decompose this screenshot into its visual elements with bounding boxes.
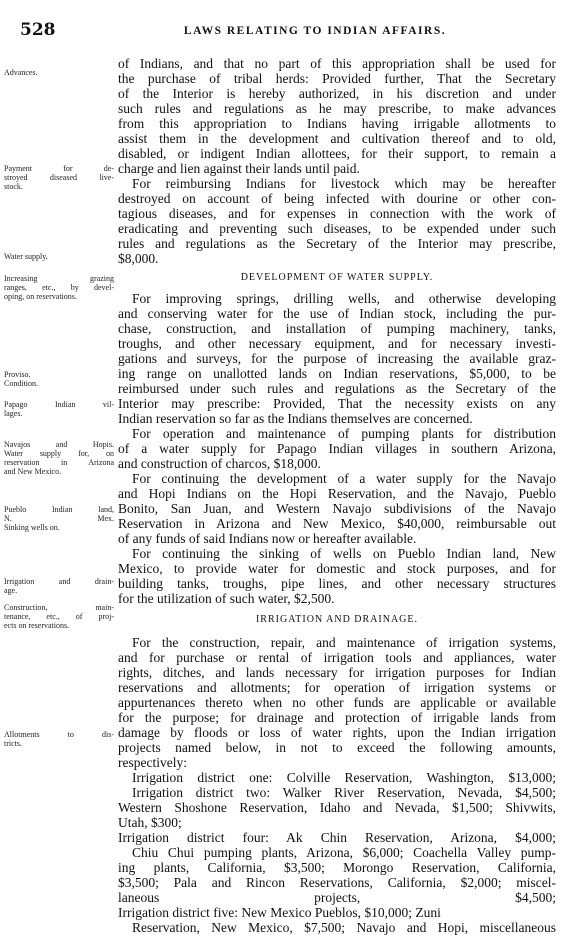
text-line: charge and lien against their lands until paid. — [118, 161, 360, 176]
text-line: $3,500; Pala and Rincon Reservations, California, $2,000; miscel- — [118, 875, 556, 890]
margin-note-line: Construction, main- — [4, 603, 114, 612]
text-line: For operation and maintenance of pumping plants for distribution — [132, 426, 556, 441]
running-title: LAWS RELATING TO INDIAN AFFAIRS. — [183, 25, 447, 37]
margin-note — [4, 68, 114, 77]
text-line: of a water supply for Papago Indian villages in southern Arizona, — [118, 441, 556, 456]
text-line: such rules and regulations as he may prescribe, to make advances — [118, 101, 556, 116]
text-line: Irrigation district two: Walker River Reservation, Nevada, $4,500; — [132, 785, 556, 800]
text-line: $8,000. — [118, 251, 159, 266]
text-line: ing plants, California, $3,500; Morongo Reservation, California, — [118, 860, 556, 875]
margin-note-line: Sinking wells on. — [4, 523, 60, 532]
text-line: of the Interior is hereby authorized, in his discretion and under — [118, 86, 556, 101]
margin-note-line: Condition. — [4, 379, 39, 388]
text-line: Reservation, New Mexico, $7,500; Navajo and Hopi, miscellaneous — [132, 920, 556, 935]
margin-note — [4, 252, 114, 261]
text-line: of any funds of said Indians now or hereafter available. — [118, 531, 417, 546]
margin-note-line: tricts. — [4, 739, 22, 748]
text-line: damage by floods or loss of water rights, upon the Indian irrigation — [118, 725, 556, 740]
margin-note-line: oping, on reservations. — [4, 292, 77, 301]
margin-note-line: Papago Indian vil- — [4, 400, 114, 409]
text-line: Bonito, San Juan, and Western Navajo subdivisions of the Navajo — [118, 501, 556, 516]
text-line: projects named below, in not to exceed the following amounts, — [118, 740, 556, 755]
text-line: Irrigation district one: Colville Reservation, Washington, $13,000; — [132, 770, 556, 785]
margin-note-line: Payment for de- — [4, 164, 114, 173]
text-line: Interior may prescribe: Provided, That the necessity exists on any — [118, 396, 556, 411]
text-line: For the construction, repair, and maintenance of irrigation systems, — [132, 635, 556, 650]
margin-note-line: Navajos and Hopis. — [4, 440, 114, 449]
margin-note-line: ects on reservations. — [4, 621, 70, 630]
margin-note-line: Irrigation and drain- — [4, 577, 114, 586]
margin-note — [4, 603, 114, 630]
text-line: For continuing the sinking of wells on Pueblo Indian land, New — [132, 546, 556, 561]
section-heading: IRRIGATION AND DRAINAGE. — [255, 614, 419, 625]
text-line: and conserving water for the use of Indian stock, including the pur- — [118, 306, 556, 321]
text-line: and for purchase or rental of irrigation tools and appliances, water — [118, 650, 556, 665]
text-line: disabled, or indigent Indian allottees, for their support, to remain a — [118, 146, 556, 161]
text-line: ing range on unallotted lands on Indian reservations, $5,000, to be — [118, 366, 556, 381]
text-line: for the utilization of such water, $2,500. — [118, 591, 335, 606]
margin-note — [4, 440, 114, 476]
margin-note — [4, 274, 114, 301]
text-line: Western Shoshone Reservation, Idaho and Nevada, $1,500; Shivwits, — [118, 800, 556, 815]
text-line: For continuing the development of a water supply for the Navajo — [132, 471, 556, 486]
margin-note-line: tenance, etc., of proj- — [4, 612, 114, 621]
margin-note — [4, 730, 114, 748]
text-line: Utah, $300; — [118, 815, 182, 830]
text-line: for the purpose; for drainage and protection of irrigable lands from — [118, 710, 556, 725]
text-line: appurtenances thereto when no other funds are applicable or available — [118, 695, 556, 710]
margin-note — [4, 577, 114, 595]
text-line: of Indians, and that no part of this appropriation shall be used for — [118, 56, 556, 71]
text-line: Irrigation district five: New Mexico Pueblos, $10,000; Zuni — [118, 905, 441, 920]
text-line: eradicating and preventing such diseases, to be expended under such — [118, 221, 556, 236]
text-line: For improving springs, drilling wells, and otherwise developing — [132, 291, 556, 306]
margin-note — [4, 400, 114, 418]
text-line: reservations and allotments; for operation of irrigation systems or — [118, 680, 556, 695]
margin-note-line: Allotments to dis- — [4, 730, 114, 739]
margin-note-line: Increasing grazing — [4, 274, 114, 283]
margin-note-line: Water supply. — [4, 252, 48, 261]
text-line: respectively: — [118, 755, 187, 770]
text-line: and Hopi Indians on the Hopi Reservation, and the Navajo, Pueblo — [118, 486, 556, 501]
margin-note-line: stroyed diseased live- — [4, 173, 114, 182]
margin-note-line: Pueblo Indian land, — [4, 505, 114, 514]
margin-note — [4, 370, 114, 388]
text-line: and construction of charcos, $18,000. — [118, 456, 321, 471]
margin-note-line: stock. — [4, 182, 23, 191]
text-line: building tanks, troughs, pipe lines, and other necessary structures — [118, 576, 556, 591]
margin-note-line: age. — [4, 586, 18, 595]
margin-note-line: Water supply for, on — [4, 449, 114, 458]
text-line: reimbursed under such rules and regulations as the Secretary of the — [118, 381, 556, 396]
text-line: Reservation in Arizona and New Mexico, $40,000, reimbursable out — [118, 516, 556, 531]
margin-note — [4, 164, 114, 191]
text-line: troughs, and other necessary equipment, and for necessary investi- — [118, 336, 556, 351]
margin-note-line: Proviso. — [4, 370, 31, 379]
margin-note — [4, 505, 114, 532]
text-line: rights, ditches, and lands necessary for irrigation purposes for Indian — [118, 665, 556, 680]
margin-note-line: Advances. — [4, 68, 38, 77]
text-line: Mexico, to provide water for domestic and stock purposes, and for — [118, 561, 556, 576]
text-line: chase, construction, and installation of pumping machinery, tanks, — [118, 321, 556, 336]
margin-note-line: lages. — [4, 409, 23, 418]
section-heading: DEVELOPMENT OF WATER SUPPLY. — [240, 272, 434, 283]
margin-note-line: reservation in Arizona — [4, 458, 114, 467]
text-line: from this appropriation to Indians having irrigable allotments to — [118, 116, 556, 131]
text-line: Indian reservation so far as the Indians themselves are concerned. — [118, 411, 473, 426]
text-line: rules and regulations as the Secretary of the Interior may prescribe, — [118, 236, 556, 251]
text-line: the purchase of tribal herds: Provided further, That the Secretary — [118, 71, 556, 86]
text-line: Chiu Chui pumping plants, Arizona, $6,000; Coachella Valley pump- — [132, 845, 556, 860]
text-line: Irrigation district four: Ak Chin Reservation, Arizona, $4,000; — [118, 830, 556, 845]
text-line: destroyed on account of being infected with dourine or other con- — [118, 191, 556, 206]
text-line: tagious diseases, and for expenses in connection with the work of — [118, 206, 556, 221]
text-line: For reimbursing Indians for livestock which may be hereafter — [132, 176, 556, 191]
text-line: laneous projects, $4,500; — [118, 890, 556, 905]
text-line: gations and surveys, for the purpose of increasing the available graz- — [118, 351, 556, 366]
margin-note-line: ranges, etc., by devel- — [4, 283, 114, 292]
margin-note-line: and New Mexico. — [4, 467, 62, 476]
page-number: 528 — [20, 20, 56, 40]
margin-note-line: N. Mex. — [4, 514, 114, 523]
text-line: assist them in the development and cultivation thereof and to old, — [118, 131, 556, 146]
